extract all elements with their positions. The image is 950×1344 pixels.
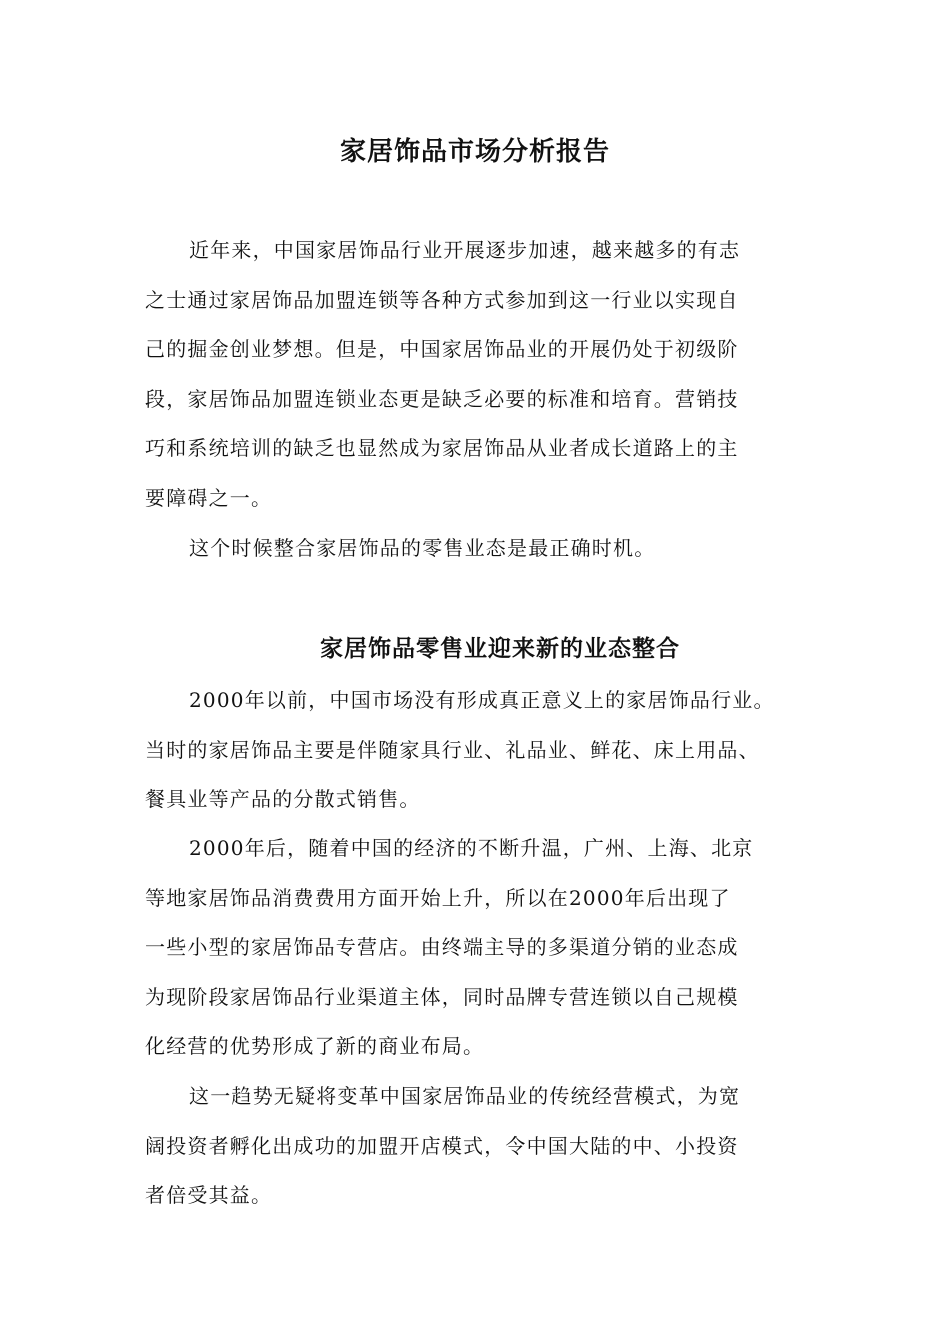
paragraph-line: 段，家居饰品加盟连锁业态更是缺乏必要的标准和培育。营销技 — [145, 386, 739, 411]
paragraph-line: 己的掘金创业梦想。但是，中国家居饰品业的开展仍处于初级阶 — [145, 337, 739, 361]
paragraph-line: 2000年后，随着中国的经济的不断升温，广州、上海、北京 — [189, 836, 754, 860]
paragraph-line: 化经营的优势形成了新的商业布局。 — [145, 1034, 485, 1058]
paragraph-intro — [145, 226, 825, 523]
document-title: 家居饰品市场分析报告 — [339, 137, 610, 167]
paragraph-line: 近年来，中国家居饰品行业开展逐步加速，越来越多的有志 — [189, 238, 741, 262]
paragraph-line: 2000年以前，中国市场没有形成真正意义上的家居饰品行业。 — [189, 688, 775, 712]
paragraph-line: 要障碍之一。 — [145, 485, 273, 510]
paragraph-line: 为现阶段家居饰品行业渠道主体，同时品牌专营连锁以自己规模 — [145, 984, 739, 1009]
paragraph-line: 这一趋势无疑将变革中国家居饰品业的传统经营模式，为宽 — [189, 1084, 741, 1108]
paragraph-line: 之士通过家居饰品加盟连锁等各种方式参加到这一行业以实现自 — [145, 287, 739, 312]
paragraph-line: 餐具业等产品的分散式销售。 — [145, 787, 421, 811]
paragraph-line: 者倍受其益。 — [145, 1183, 273, 1207]
paragraph-timing — [145, 524, 825, 574]
paragraph-before-2000 — [145, 676, 825, 825]
paragraph-line: 阔投资者孵化出成功的加盟开店模式，令中国大陆的中、小投资 — [145, 1133, 739, 1158]
paragraph-line: 巧和系统培训的缺乏也显然成为家居饰品从业者成长道路上的主 — [145, 436, 739, 460]
paragraph-line: 这个时候整合家居饰品的零售业态是最正确时机。 — [189, 536, 656, 560]
paragraph-after-2000 — [145, 824, 825, 1072]
paragraph-line: 当时的家居饰品主要是伴随家具行业、礼品业、鲜花、床上用品、 — [145, 737, 760, 762]
paragraph-line: 一些小型的家居饰品专营店。由终端主导的多渠道分销的业态成 — [145, 935, 739, 959]
paragraph-trend — [145, 1072, 825, 1221]
section-heading: 家居饰品零售业迎来新的业态整合 — [320, 636, 680, 662]
paragraph-line: 等地家居饰品消费费用方面开始上升，所以在2000年后出现了 — [145, 885, 731, 910]
